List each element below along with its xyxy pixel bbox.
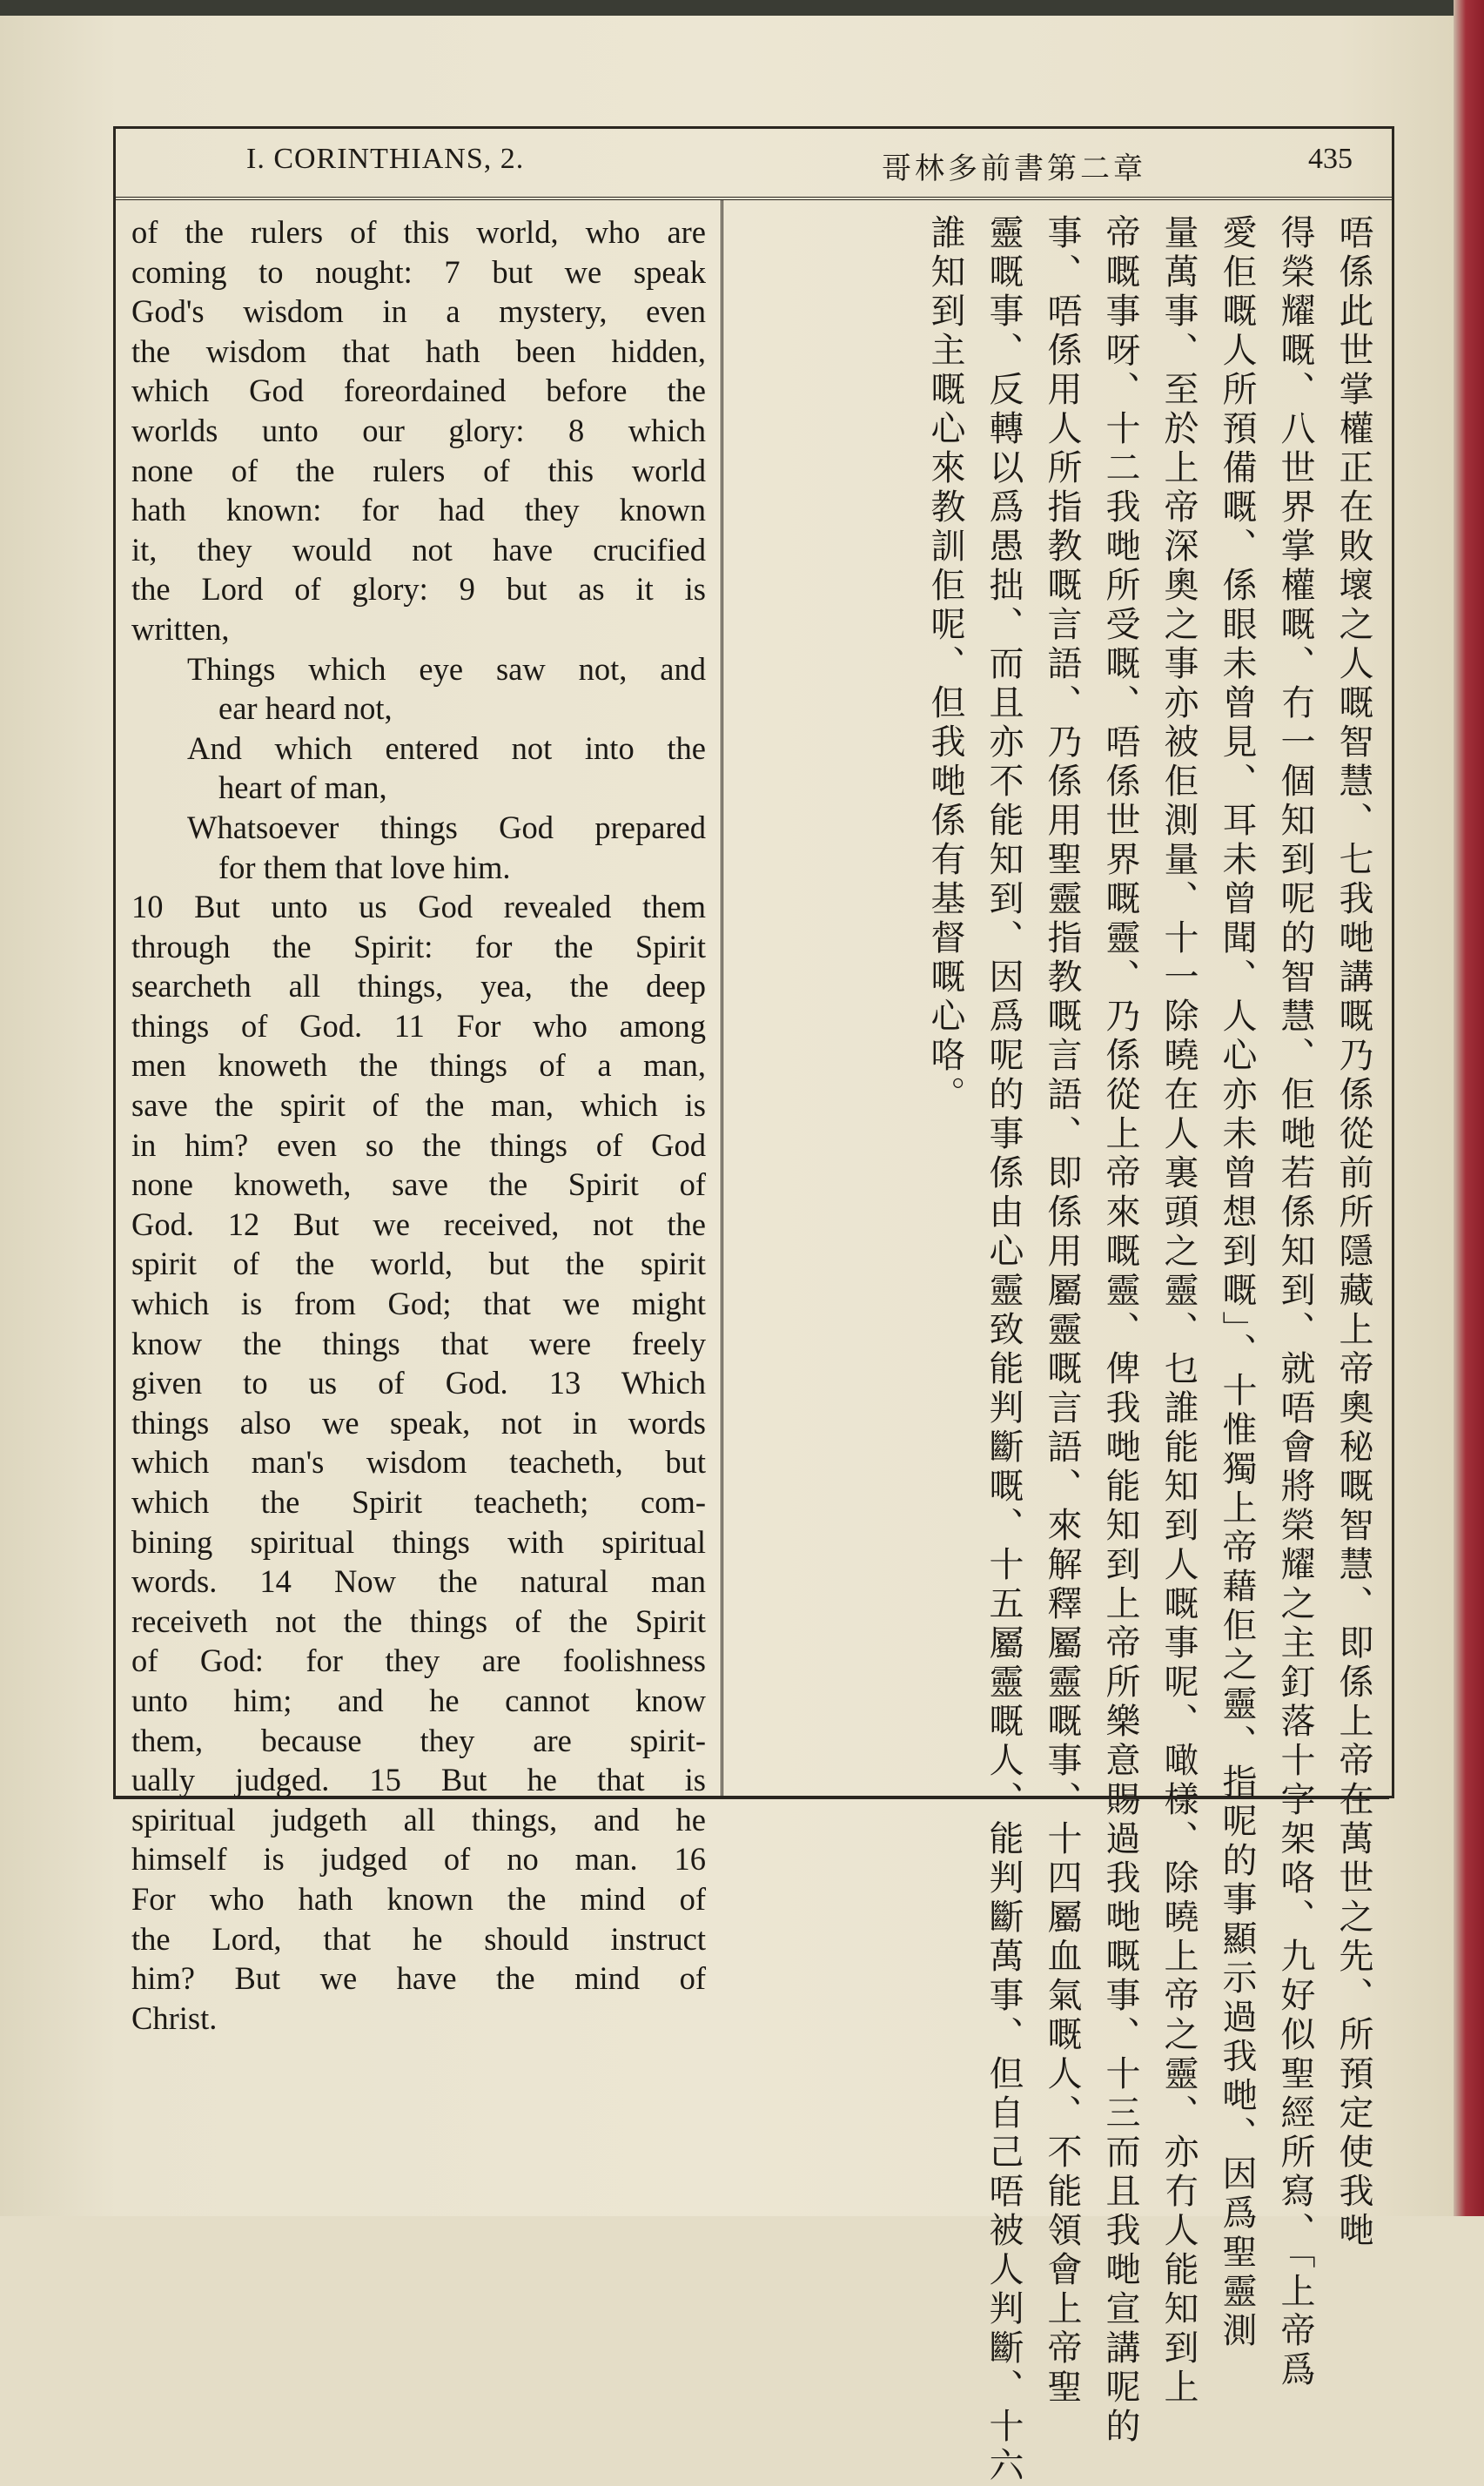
english-line: in him? even so the things of God bbox=[131, 1126, 706, 1163]
column-divider bbox=[721, 200, 723, 1796]
english-line: Christ. bbox=[131, 1999, 218, 2036]
chinese-column: 事、唔係用人所指教嘅言語、乃係用聖靈指教嘅言語、即係用屬靈嘅言語、來解釋屬靈嘅事、十四屬血氣嘅人、不能領會上帝聖 bbox=[1042, 214, 1082, 2408]
english-line: none of the rulers of this world bbox=[131, 452, 706, 488]
english-line: which man's wisdom teacheth, but bbox=[131, 1444, 706, 1481]
english-line: Whatsoever things God prepared bbox=[187, 809, 706, 845]
english-line: searcheth all things, yea, the deep bbox=[131, 968, 706, 1004]
english-line: written, bbox=[131, 610, 230, 647]
book-title-english: I. CORINTHIANS, 2. bbox=[246, 143, 525, 175]
page-number: 435 bbox=[1308, 143, 1353, 175]
english-line: spiritual judgeth all things, and he bbox=[131, 1801, 706, 1838]
chinese-column: 量萬事、至於上帝深奧之事亦被佢測量、十一除曉在人裏頭之靈、乜誰能知到人嘅事呢、噉樣、除曉上帝之靈、亦冇人能知到上 bbox=[1158, 214, 1199, 2408]
english-line: God. 12 But we received, not the bbox=[131, 1206, 706, 1242]
english-line: men knoweth the things of a man, bbox=[131, 1047, 706, 1084]
english-line: which the Spirit teacheth; com- bbox=[131, 1484, 706, 1520]
english-line: for them that love him. bbox=[218, 849, 511, 885]
english-line: him? But we have the mind of bbox=[131, 1960, 706, 1997]
english-line: And which entered not into the bbox=[187, 729, 706, 766]
english-line: the Lord, that he should instruct bbox=[131, 1920, 706, 1957]
page-frame bbox=[113, 126, 1394, 2486]
english-line: know the things that were freely bbox=[131, 1325, 706, 1361]
chinese-column: 靈嘅事、反轉以爲愚拙、而且亦不能知到、因爲呢的事係由心靈致能判斷嘅、十五屬靈嘅人、能判斷萬事、但自己唔被人判斷、十六 bbox=[984, 214, 1024, 2486]
english-line: them, because they are spirit- bbox=[131, 1722, 706, 1758]
english-line: Things which eye saw not, and bbox=[187, 650, 706, 687]
english-line: words. 14 Now the natural man bbox=[131, 1563, 706, 1600]
chinese-column: 誰知到主嘅心來教訓佢呢、但我哋係有基督嘅心咯。 bbox=[925, 214, 965, 1115]
english-line: hath known: for had they known bbox=[131, 492, 706, 528]
english-text-column bbox=[131, 212, 706, 2038]
english-line: unto him; and he cannot know bbox=[131, 1682, 706, 1718]
english-line: things also we speak, not in words bbox=[131, 1404, 706, 1441]
english-line: the Lord of glory: 9 but as it is bbox=[131, 571, 706, 608]
english-line: ear heard not, bbox=[218, 690, 393, 727]
english-line: spirit of the world, but the spirit bbox=[131, 1246, 706, 1282]
english-line: bining spiritual things with spiritual bbox=[131, 1523, 706, 1560]
english-line: himself is judged of no man. 16 bbox=[131, 1841, 706, 1878]
english-line: it, they would not have crucified bbox=[131, 531, 706, 568]
bottom-rule bbox=[113, 1791, 1389, 1799]
english-line: through the Spirit: for the Spirit bbox=[131, 928, 706, 964]
english-line: heart of man, bbox=[218, 769, 387, 806]
english-line: 10 But unto us God revealed them bbox=[131, 889, 706, 925]
english-line: ually judged. 15 But he that is bbox=[131, 1762, 706, 1798]
english-line: of the rulers of this world, who are bbox=[131, 214, 706, 250]
chinese-column: 愛佢嘅人所預備嘅、係眼未曾見、耳未曾聞、人心亦未曾想到嘅」、十惟獨上帝藉佢之靈、指呢的事顯示過我哋、因爲聖靈測 bbox=[1217, 214, 1257, 2351]
english-line: which God foreordained before the bbox=[131, 373, 706, 409]
chinese-column: 帝嘅事呀、十二我哋所受嘅、唔係世界嘅靈、乃係從上帝來嘅靈、俾我哋能知到上帝所樂意賜過我哋嘅事、十三而且我哋宣講呢的 bbox=[1100, 214, 1140, 2447]
english-line: For who hath known the mind of bbox=[131, 1880, 706, 1917]
english-line: things of God. 11 For who among bbox=[131, 1007, 706, 1044]
english-line: God's wisdom in a mystery, even bbox=[131, 293, 706, 330]
english-line: receiveth not the things of the Spirit bbox=[131, 1602, 706, 1639]
english-line: given to us of God. 13 Which bbox=[131, 1365, 706, 1401]
running-header bbox=[116, 129, 1392, 200]
book-cover-edge bbox=[1454, 0, 1484, 2216]
english-line: save the spirit of the man, which is bbox=[131, 1087, 706, 1124]
english-line: worlds unto our glory: 8 which bbox=[131, 412, 706, 448]
english-line: none knoweth, save the Spirit of bbox=[131, 1166, 706, 1203]
chinese-column: 唔係此世掌權正在敗壞之人嘅智慧、七我哋講嘅乃係從前所隱藏上帝奧秘嘅智慧、即係上帝在萬世之先、所預定使我哋 bbox=[1333, 214, 1373, 2251]
photo-top-edge bbox=[0, 0, 1484, 16]
english-line: coming to nought: 7 but we speak bbox=[131, 253, 706, 290]
english-line: which is from God; that we might bbox=[131, 1286, 706, 1322]
book-title-chinese: 哥林多前書第二章 bbox=[882, 151, 1146, 186]
english-line: the wisdom that hath been hidden, bbox=[131, 333, 706, 369]
chinese-column: 得榮耀嘅、八世界掌權嘅、冇一個知到呢的智慧、佢哋若係知到、就唔會將榮耀之主釘落十字架咯、九好似聖經所寫、「上帝爲 bbox=[1275, 214, 1315, 2390]
chinese-text-column bbox=[741, 214, 1380, 2486]
english-line: of God: for they are foolishness bbox=[131, 1643, 706, 1679]
